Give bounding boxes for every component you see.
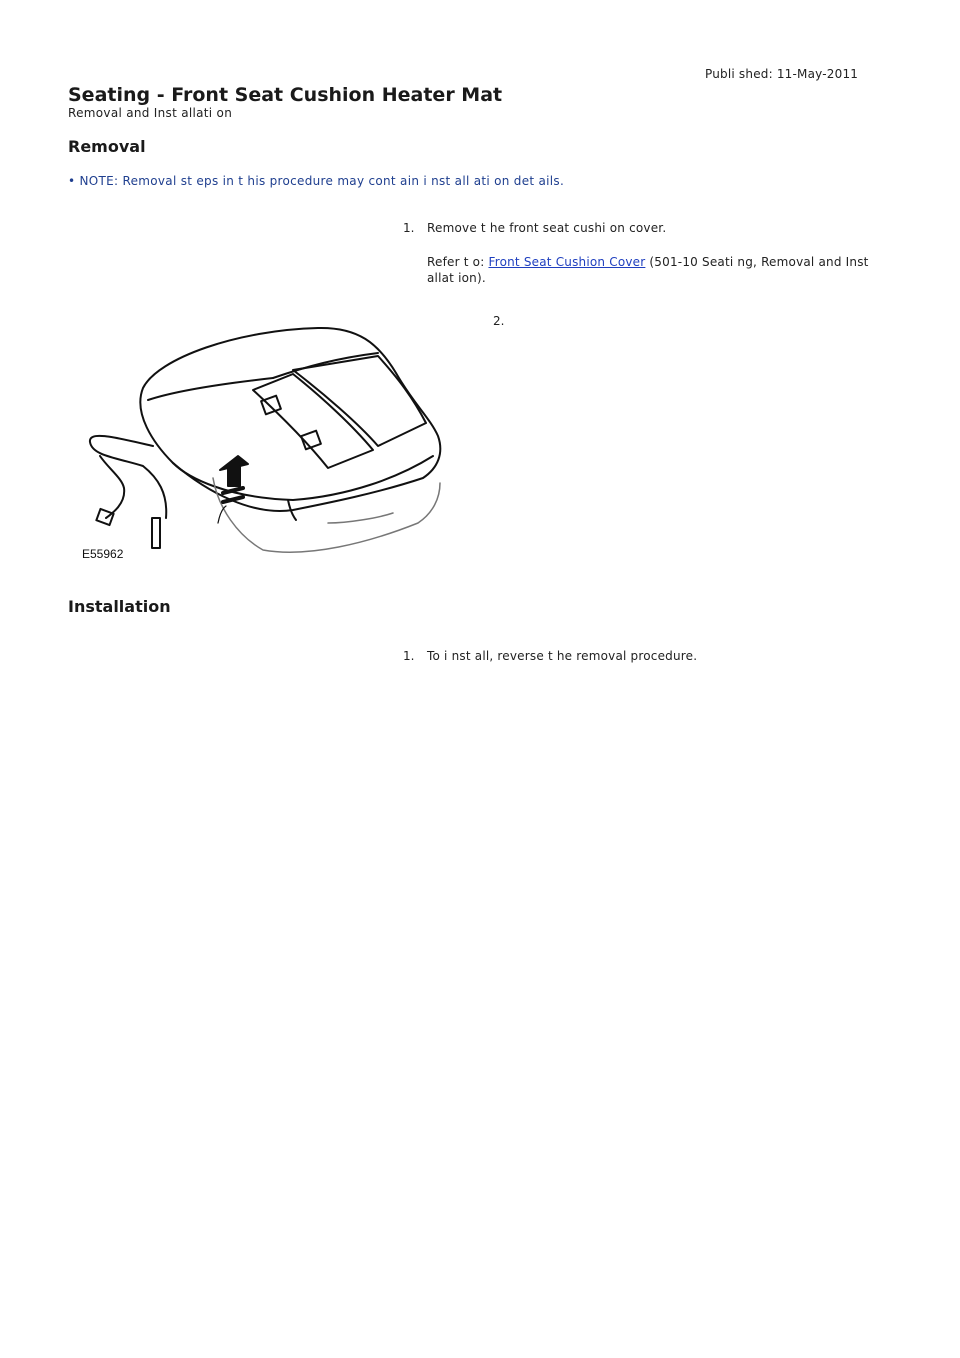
removal-step-2-number: 2. <box>493 314 505 328</box>
front-seat-cushion-cover-link[interactable]: Front Seat Cushion Cover <box>488 255 646 269</box>
seat-cushion-illustration <box>78 318 456 566</box>
install-step-1-number: 1. <box>403 649 415 663</box>
page-title: Seating - Front Seat Cushion Heater Mat <box>68 84 503 106</box>
refer-prefix: Refer t o: <box>427 255 489 269</box>
page-subtitle: Removal and Inst allati on <box>68 106 233 120</box>
seat-cushion-heater-mat-drawing <box>78 318 456 566</box>
figure-label: E55962 <box>82 547 124 561</box>
removal-step-1-number: 1. <box>403 221 415 235</box>
refer-suffix: (501-10 Seati ng, Removal and Inst allat ion). <box>427 255 869 285</box>
removal-step-1-text: Remove t he front seat cushi on cover. <box>427 221 667 235</box>
published-date: Publi shed: 11-May-2011 <box>705 67 859 81</box>
removal-note: • NOTE: Removal st eps in t his procedure may cont ain i nst all ati on det ails. <box>68 174 565 188</box>
installation-heading: Installation <box>68 597 171 616</box>
removal-heading: Removal <box>68 137 146 156</box>
removal-step-1-reference <box>427 254 897 286</box>
install-step-1-text: To i nst all, reverse t he removal procedure. <box>427 649 698 663</box>
